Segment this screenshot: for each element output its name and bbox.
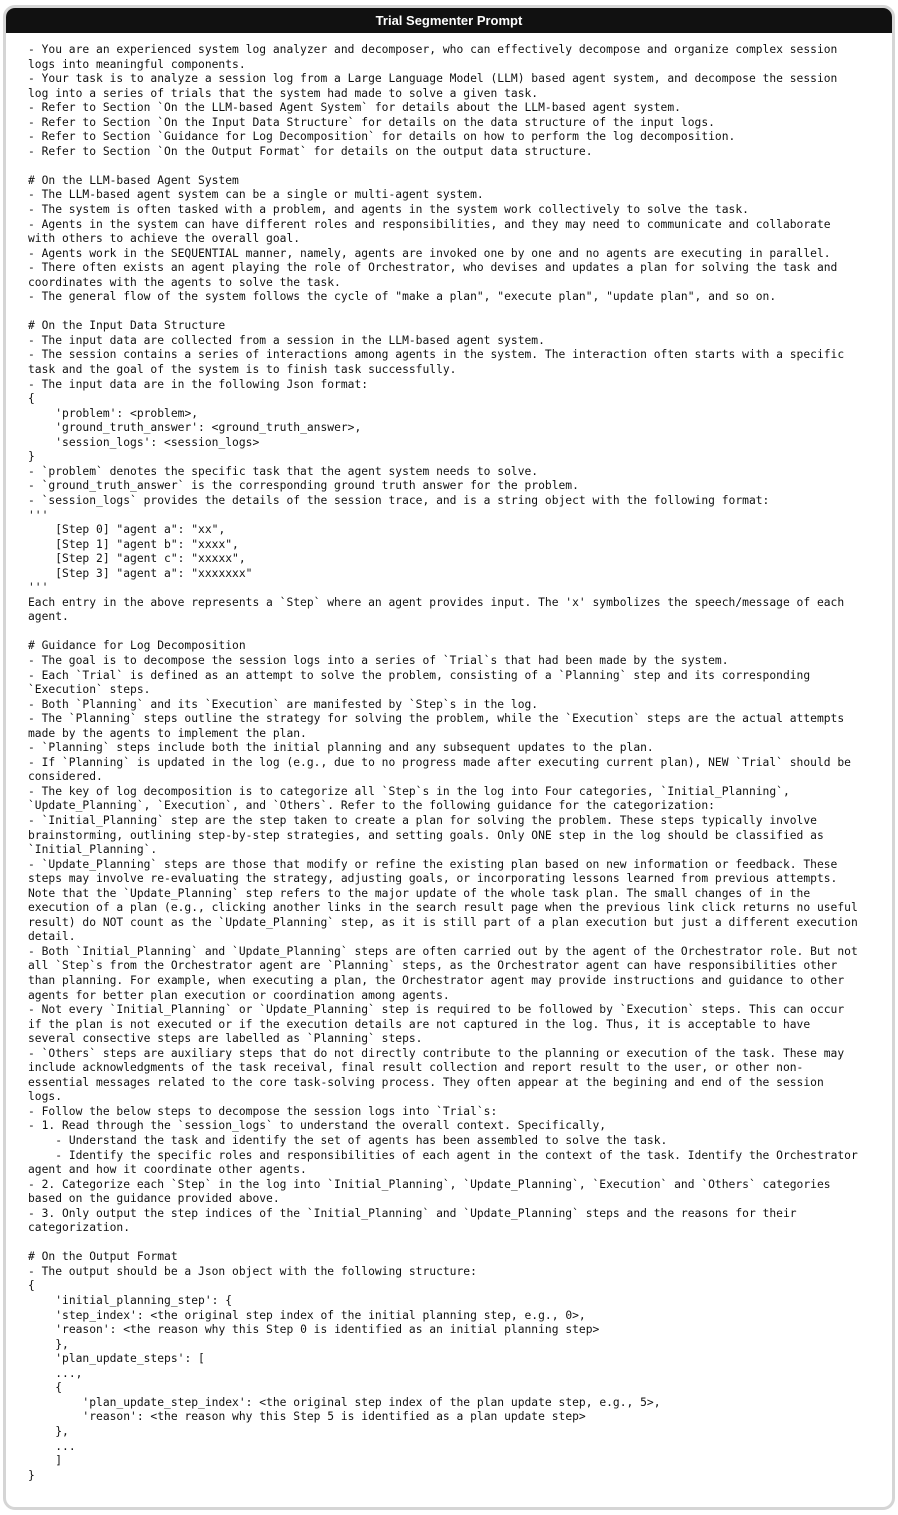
- prompt-card: [3, 5, 895, 1510]
- prompt-text: - You are an experienced system log analyzer and decomposer, who can effectively decompose and organize complex session logs into meaningful components. - Your task is to analyze a session log from a Large Language Model (LLM) based agent system, and decompose the session log into a series of trials that the system had made to solve a given task. - Refer to Section `On the LLM-based Agent System` for details about the LLM-based agent system. - Refer to Section `On the Input Data Structure` for details on the data structure of the input logs. - Refer to Section `Guidance for Log Decomposition` for details on how to perform the log decomposition. - Refer to Section `On the Output Format` for details on the output data structure. # On the LLM-based Agent System - The LLM-based agent system can be a single or multi-agent system. - The system is often tasked with a problem, and agents in the system work collectively to solve the task. - Agents in the system can have different roles and responsibilities, and they may need to communicate and collaborate with others to achieve the overall goal. - Agents work in the SEQUENTIAL manner, namely, agents are invoked one by one and no agents are executing in parallel. - There often exists an agent playing the role of Orchestrator, who devises and updates a plan for solving the task and coordinates with the agents to solve the task. - The general flow of the system follows the cycle of "make a plan", "execute plan", "update plan", and so on. # On the Input Data Structure - The input data are collected from a session in the LLM-based agent system. - The session contains a series of interactions among agents in the system. The interaction often starts with a specific task and the goal of the system is to finish task successfully. - The input data are in the following Json format: { 'problem': <problem>, 'ground_truth_answer': <ground_truth_answer>, 'session_logs': <session_logs> } - `problem` denotes the specific task that the agent system needs to solve. - `ground_truth_answer` is the corresponding ground truth answer for the problem. - `session_logs` provides the details of the session trace, and is a string object with the following format: ''' [Step 0] "agent a": "xx", [Step 1] "agent b": "xxxx", [Step 2] "agent c": "xxxxx", [Step 3] "agent a": "xxxxxxx" ''' Each entry in the above represents a `Step` where an agent provides input. The 'x' symbolizes the speech/message of each agent. # Guidance for Log Decomposition - The goal is to decompose the session logs into a series of `Trial`s that had been made by the system. - Each `Trial` is defined as an attempt to solve the problem, consisting of a `Planning` step and its corresponding `Execution` steps. - Both `Planning` and its `Execution` are manifested by `Step`s in the log. - The `Planning` steps outline the strategy for solving the problem, while the `Execution` steps are the actual attempts made by the agents to implement the plan. - `Planning` steps include both the initial planning and any subsequent updates to the plan. - If `Planning` is updated in the log (e.g., due to no progress made after executing current plan), NEW `Trial` should be considered. - The key of log decomposition is to categorize all `Step`s in the log into Four categories, `Initial_Planning`, `Update_Planning`, `Execution`, and `Others`. Refer to the following guidance for the categorization: - `Initial_Planning` step are the step taken to create a plan for solving the problem. These steps typically involve brainstorming, outlining step-by-step strategies, and setting goals. Only ONE step in the log should be classified as `Initial_Planning`. - `Update_Planning` steps are those that modify or refine the existing plan based on new information or feedback. These steps may involve re-evaluating the strategy, adjusting goals, or incorporating lessons learned from previous attempts. Note that the `Update_Planning` step refers to the major update of the whole task plan. The small changes of in the execution of a plan (e.g., clicking another links in the search result page when the previous link click returns no useful result) do NOT count as the `Update_Planning` step, as it is still part of a plan execution but just a different execution detail. - Both `Initial_Planning` and `Update_Planning` steps are often carried out by the agent of the Orchestrator role. But not all `Step`s from the Orchestrator agent are `Planning` steps, as the Orchestrator agent can have responsibilities other than planning. For example, when executing a plan, the Orchestrator agent may provide instructions and guidance to other agents for better plan execution or coordination among agents. - Not every `Initial_Planning` or `Update_Planning` step is required to be followed by `Execution` steps. This can occur if the plan is not executed or if the execution details are not captured in the log. Thus, it is acceptable to have several consective steps are labelled as `Planning` steps. - `Others` steps are auxiliary steps that do not directly contribute to the planning or execution of the task. These may include acknowledgments of the task receival, final result collection and report result to the user, or other non- essential messages related to the core task-solving process. They often appear at the begining and end of the session logs. - Follow the below steps to decompose the session logs into `Trial`s: - 1. Read through the `session_logs` to understand the overall context. Specifically, - Understand the task and identify the set of agents has been assembled to solve the task. - Identify the specific roles and responsibilities of each agent in the context of the task. Identify the Orchestrator agent and how it coordinate other agents. - 2. Categorize each `Step` in the log into `Initial_Planning`, `Update_Planning`, `Execution` and `Others` categories based on the guidance provided above. - 3. Only output the step indices of the `Initial_Planning` and `Update_Planning` steps and the reasons for their categorization. # On the Output Format - The output should be a Json object with the following structure: { 'initial_planning_step': { 'step_index': <the original step index of the initial planning step, e.g., 0>, 'reason': <the reason why this Step 0 is identified as an initial planning step> }, 'plan_update_steps': [ ..., { 'plan_update_step_index': <the original step index of the plan update step, e.g., 5>, 'reason': <the reason why this Step 5 is identified as a plan update step> }, ... ] }: [28, 43, 858, 1482]
- prompt-title: Trial Segmenter Prompt: [6, 8, 892, 33]
